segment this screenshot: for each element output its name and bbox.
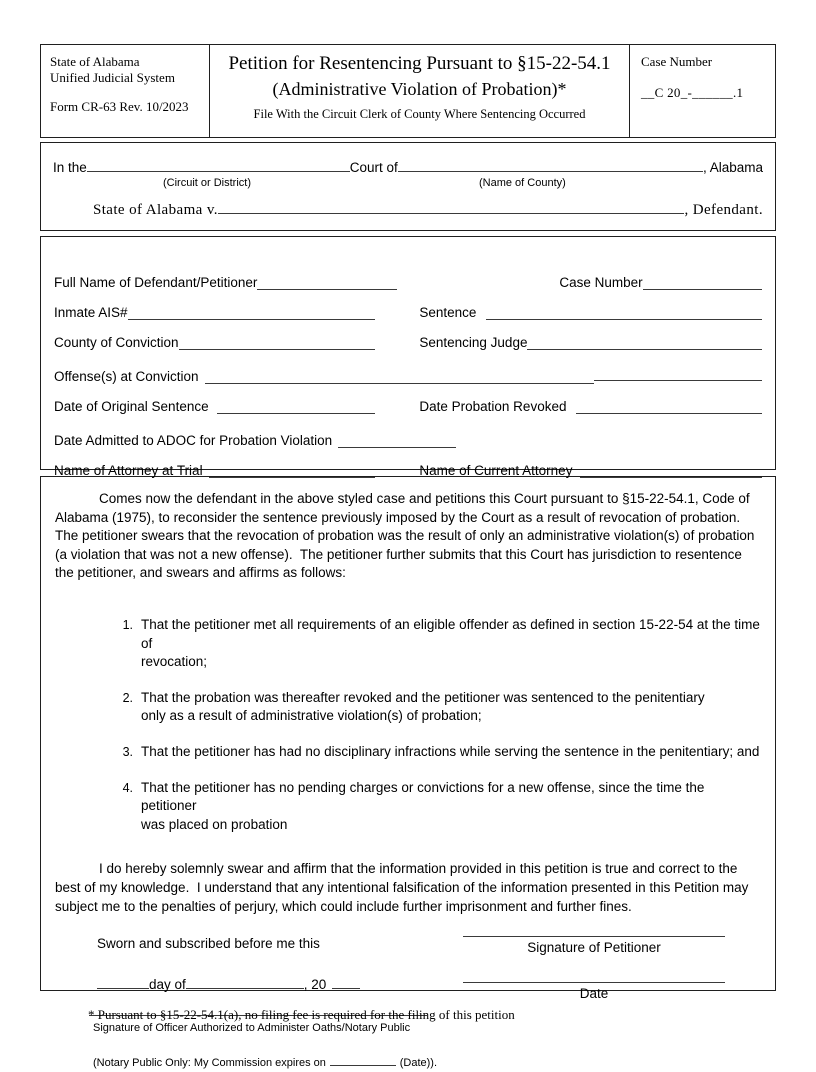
sworn-day-blank[interactable] <box>97 973 149 989</box>
case-number-label: Case Number <box>641 54 713 69</box>
petition-numbered-list <box>115 616 763 834</box>
date-revoked-label: Date Probation Revoked <box>419 399 567 414</box>
list-item-4-number: 4. <box>122 780 133 795</box>
form-title-line3: File With the Circuit Clerk of County Where Sentencing Occurred <box>253 107 586 121</box>
case-number-blank[interactable] <box>643 274 762 290</box>
county-conviction-blank[interactable] <box>179 334 376 350</box>
case-info-section <box>40 236 776 478</box>
date-adoc-label: Date Admitted to ADOC for Probation Violation <box>54 433 333 448</box>
alabama-suffix: , Alabama <box>702 160 763 175</box>
in-the-label: In the <box>53 160 87 175</box>
field-row-5 <box>54 388 762 418</box>
field-row-4 <box>54 354 762 388</box>
list-item-3-text: That the petitioner has had no disciplinary infractions while serving the sentence in the penitentiary; and <box>141 743 760 759</box>
county-name-blank[interactable] <box>398 156 703 172</box>
list-item-4 <box>115 779 763 835</box>
list-item-3 <box>115 743 763 762</box>
circuit-district-caption: (Circuit or District) <box>163 177 251 189</box>
inmate-ais-field <box>54 294 397 324</box>
court-of-label: Court of <box>349 160 398 175</box>
date-adoc-blank[interactable] <box>338 432 456 448</box>
field-row-2 <box>54 294 762 324</box>
notary-prefix: (Notary Public Only: My Commission expires on <box>93 1056 326 1069</box>
petitioner-column <box>463 935 725 1072</box>
petitioner-signature-caption: Signature of Petitioner <box>527 940 661 956</box>
court-captions <box>53 177 763 189</box>
attorney-current-blank[interactable] <box>580 462 762 478</box>
day-of-label: day of <box>149 976 186 992</box>
inmate-ais-label: Inmate AIS# <box>54 305 128 320</box>
petitioner-date-line[interactable] <box>463 981 725 983</box>
date-revoked-field <box>397 388 762 418</box>
inmate-ais-blank[interactable] <box>128 304 376 320</box>
year-prefix-label: , 20 <box>303 976 327 992</box>
sentence-label: Sentence <box>419 305 477 320</box>
form-title-block <box>210 45 630 137</box>
offense-label: Offense(s) at Conviction <box>54 369 199 384</box>
petition-paragraph-2: I do hereby solemnly swear and affirm that the information provided in this petition is true and correct to the best of my knowledge. I understand that any intentional falsification of the information presented in this Petition may subject me to the penalties of perjury, which could include further imprisonment and further fines. <box>55 861 753 914</box>
form-title-line1: Petition for Resentencing Pursuant to §15-22-54.1 <box>228 53 611 74</box>
sworn-year-blank[interactable] <box>332 973 360 989</box>
agency-block <box>41 45 210 137</box>
sentence-field <box>397 294 762 324</box>
list-item-1-number: 1. <box>122 617 133 632</box>
form-title-line2: (Administrative Violation of Probation)* <box>272 79 567 99</box>
case-number-value[interactable]: __C 20_-______.1 <box>641 85 744 100</box>
circuit-district-blank[interactable] <box>87 156 350 172</box>
agency-line1: State of Alabama <box>50 54 140 69</box>
full-name-field <box>54 264 397 294</box>
case-number-field <box>397 264 762 294</box>
form-header <box>40 44 776 138</box>
field-row-1 <box>54 264 762 294</box>
list-item-1-text: That the petitioner met all requirements of an eligible offender as defined in section 15-22-54 at the time of revocation; <box>141 616 760 670</box>
list-item-1 <box>115 616 763 672</box>
date-block <box>463 981 725 1004</box>
county-conviction-field <box>54 324 397 354</box>
agency-line2: Unified Judicial System <box>50 70 175 85</box>
list-item-3-number: 3. <box>122 744 133 759</box>
field-row-6 <box>54 418 762 452</box>
list-item-2-number: 2. <box>122 690 133 705</box>
sworn-month-blank[interactable] <box>186 973 304 989</box>
field-row-7 <box>54 452 762 482</box>
date-original-label: Date of Original Sentence <box>54 399 209 414</box>
sentencing-judge-label: Sentencing Judge <box>419 335 528 350</box>
field-row-3 <box>54 324 762 354</box>
date-original-blank[interactable] <box>217 398 376 414</box>
county-conviction-label: County of Conviction <box>54 335 179 350</box>
officer-signature-caption: Signature of Officer Authorized to Administer Oaths/Notary Public <box>93 1022 411 1035</box>
court-row <box>53 156 763 175</box>
notary-column <box>93 935 437 1072</box>
defendant-name-blank[interactable] <box>218 198 685 214</box>
offense-blank[interactable] <box>205 368 594 384</box>
commission-expires-blank[interactable] <box>330 1053 396 1066</box>
full-name-label: Full Name of Defendant/Petitioner <box>54 275 258 290</box>
form-number: Form CR-63 Rev. 10/2023 <box>50 99 189 114</box>
list-item-2 <box>115 689 763 726</box>
list-item-2-text: That the probation was thereafter revoked and the petitioner was sentenced to the penitentiary only as a result of administrative violation(s) of probation; <box>141 689 705 724</box>
date-original-field <box>54 388 397 418</box>
date-revoked-blank[interactable] <box>576 398 762 414</box>
filing-fee-note: * Pursuant to §15-22-54.1(a), no filing fee is required for the filing of this petition <box>88 1007 515 1022</box>
defendant-suffix: , Defendant. <box>684 202 763 218</box>
sentencing-judge-field <box>397 324 762 354</box>
case-number-block <box>630 45 775 137</box>
signature-section <box>55 935 761 1072</box>
sentence-blank[interactable] <box>486 304 762 320</box>
sworn-text: Sworn and subscribed before me this <box>97 936 320 952</box>
sentencing-judge-blank[interactable] <box>527 334 762 350</box>
court-style-section <box>40 142 776 231</box>
attorney-trial-label: Name of Attorney at Trial <box>54 463 203 478</box>
petitioner-signature-line[interactable] <box>463 935 725 937</box>
sworn-date-row <box>97 973 437 995</box>
attorney-current-label: Name of Current Attorney <box>419 463 573 478</box>
notary-suffix: (Date)). <box>399 1056 437 1069</box>
attorney-current-field <box>397 452 762 482</box>
petitioner-date-caption: Date <box>579 985 609 1001</box>
case-number-field-label: Case Number <box>559 275 643 290</box>
case-style-row <box>53 198 763 219</box>
county-name-caption: (Name of County) <box>479 177 566 189</box>
full-name-blank[interactable] <box>257 274 397 290</box>
offense-blank-continued[interactable] <box>594 365 762 381</box>
petition-paragraph-1: Comes now the defendant in the above styled case and petitions this Court pursuant to §15-22-54.1, Code of Alabama (1975), to reconsider the sentence previously imposed by the Court as a result of revocation of probation. The petitioner swears that the revocation of probation was the result of only an administrative violation(s) of probation (a violation that was not a new offense). The petitioner further submits that this Court has jurisdiction to resentence the petitioner, and swears and affirms as follows: <box>55 491 759 581</box>
style-prefix: State of Alabama v. <box>93 202 218 218</box>
attorney-trial-blank[interactable] <box>209 462 376 478</box>
attorney-trial-field <box>54 452 397 482</box>
list-item-4-text: That the petitioner has no pending charges or convictions for a new offense, since the time the petitioner was placed on probation <box>141 779 705 832</box>
